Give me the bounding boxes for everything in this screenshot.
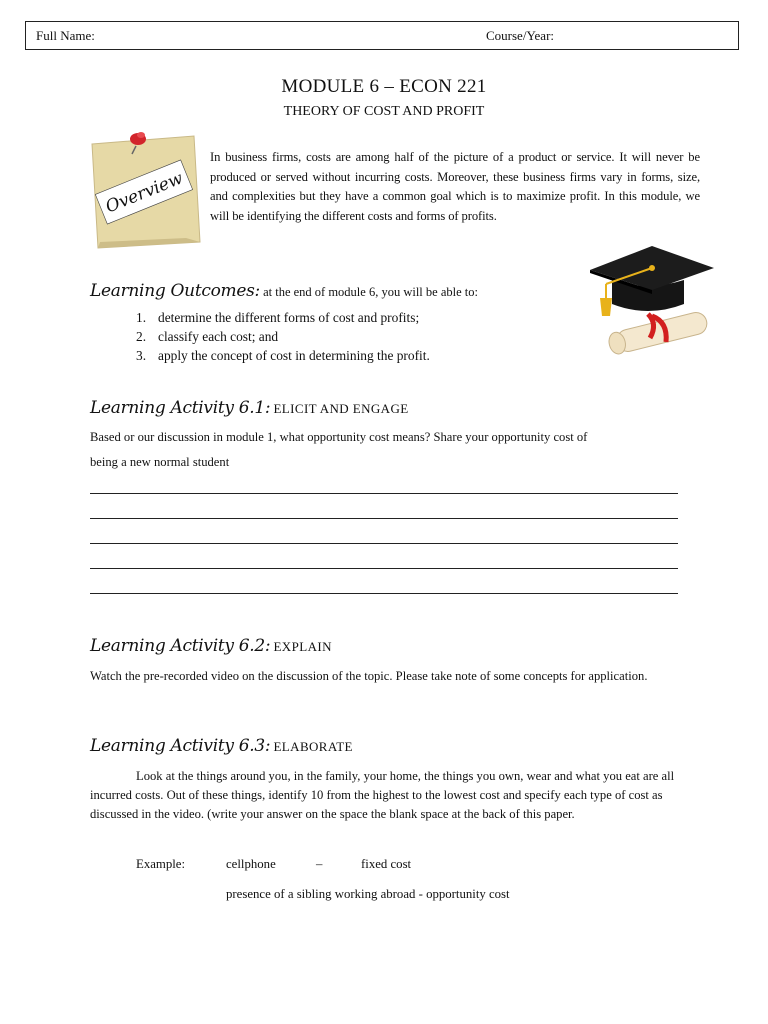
learning-outcomes-list [136, 308, 430, 365]
activity-6-1-prompt-line2: being a new normal student [90, 455, 230, 469]
learning-outcomes-intro: at the end of module 6, you will be able to: [263, 285, 478, 299]
list-item: 3. apply the concept of cost in determining the profit. [136, 348, 430, 363]
activity-6-3-heading: Learning Activity 6.3: [90, 736, 271, 756]
list-item: 1. determine the different forms of cost and profits; [136, 310, 420, 325]
list-item: 2. classify each cost; and [136, 329, 279, 344]
example-label: Example: [136, 857, 186, 871]
example-item: cellphone [226, 857, 276, 871]
module-title: MODULE 6 – ECON 221 [281, 76, 487, 97]
learning-outcomes-heading-row [90, 281, 478, 301]
example-dash: – [316, 857, 323, 871]
full-name-label: Full Name: [36, 28, 95, 43]
activity-6-3-label: ELABORATE [273, 739, 353, 754]
answer-line[interactable] [90, 543, 678, 544]
activity-6-1-label: ELICIT AND ENGAGE [273, 401, 409, 416]
activity-6-2-text: Watch the pre-recorded video on the discussion of the topic. Please take note of some concepts for application. [90, 669, 648, 683]
example-type: fixed cost [361, 857, 412, 871]
graduation-cap-icon [586, 240, 720, 362]
activity-6-2-heading-row [90, 636, 332, 656]
activity-6-1-heading: Learning Activity 6.1: [90, 398, 271, 418]
example-2: presence of a sibling working abroad - opportunity cost [226, 887, 510, 901]
learning-outcomes-heading: Learning Outcomes: [90, 281, 260, 301]
activity-6-2-label: EXPLAIN [273, 639, 332, 654]
activity-6-1-heading-row [90, 398, 409, 418]
overview-note-icon [86, 126, 204, 252]
overview-text: In business firms, costs are among half of the picture of a product or service. It will never be produced or served without incurring costs. Moreover, these business firms vary in forms, size, and complexities but they have a common goal which is to maximize profit. In this module, we will be identifying the different costs and forms of profits. [210, 150, 700, 223]
activity-6-3-text: Look at the things around you, in the family, your home, the things you own, wear and what you eat are all incurred costs. Out of these things, identify 10 from the highest to the lowest cost and specify each type of cost as discussed in the video. (write your answer on the space the blank space at the back of this paper. [90, 769, 675, 821]
answer-line[interactable] [90, 493, 678, 494]
answer-line[interactable] [90, 593, 678, 594]
activity-6-3-heading-row [90, 736, 353, 756]
module-subtitle: THEORY OF COST AND PROFIT [283, 104, 485, 119]
activity-6-2-heading: Learning Activity 6.2: [90, 636, 271, 656]
answer-line[interactable] [90, 568, 678, 569]
answer-line[interactable] [90, 518, 678, 519]
student-info-box [25, 21, 739, 50]
overview-note-label: Overview [102, 168, 186, 218]
course-year-label: Course/Year: [486, 28, 555, 43]
activity-6-1-prompt-line1: Based or our discussion in module 1, what opportunity cost means? Share your opportunity cost of [90, 430, 588, 444]
